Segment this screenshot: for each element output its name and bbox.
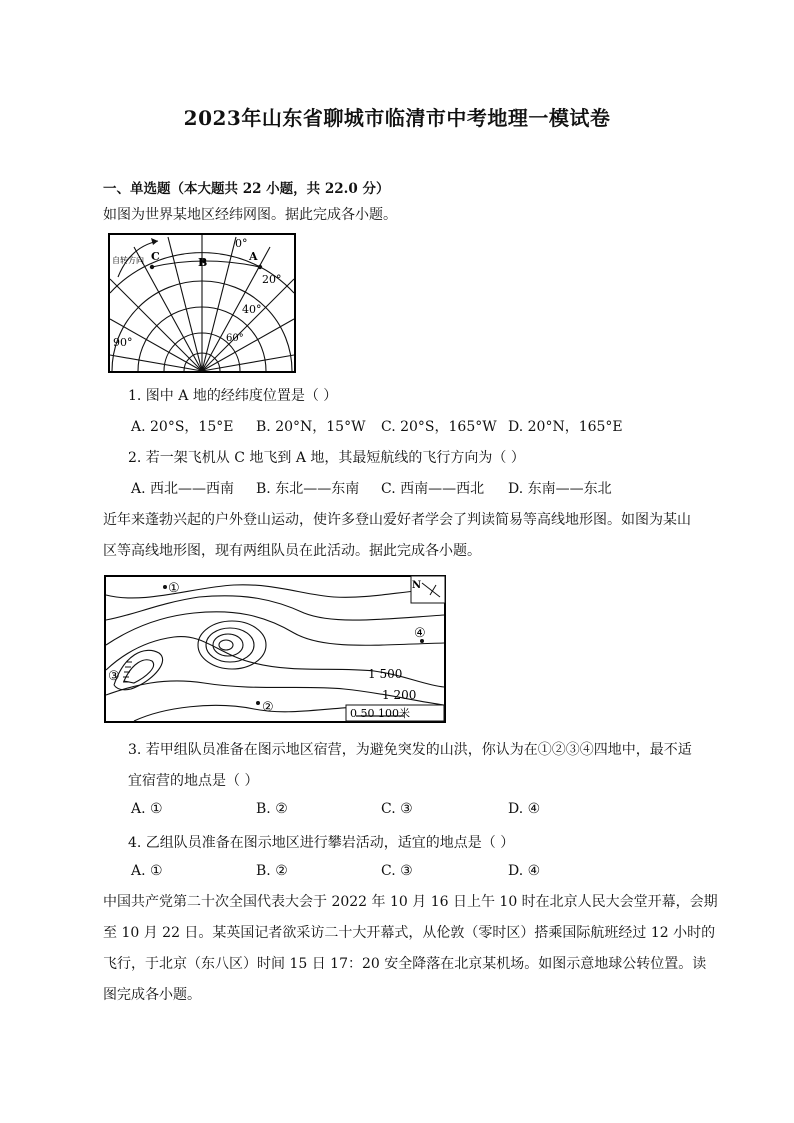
q3-option-d[interactable]: D. ④ <box>508 801 541 817</box>
section-heading: 一、单选题（本大题共 22 小题，共 22.0 分） <box>103 181 390 197</box>
point-1-marker <box>163 585 167 589</box>
point-c-marker <box>150 265 154 269</box>
q1-option-b[interactable]: B. 20°N，15°W <box>256 419 366 435</box>
group3-line4: 图完成各小题。 <box>103 987 201 1003</box>
label-lon0: 0° <box>235 237 248 250</box>
q4-option-c[interactable]: C. ③ <box>381 863 413 879</box>
q3-option-c[interactable]: C. ③ <box>381 801 413 817</box>
contour-label-1200: 1 200 <box>382 688 417 702</box>
q2-option-a[interactable]: A. 西北——西南 <box>131 481 235 497</box>
q4-option-a[interactable]: A. ① <box>131 863 163 879</box>
q1-option-a[interactable]: A. 20°S，15°E <box>131 419 234 435</box>
point-a-marker <box>258 265 262 269</box>
point-2-marker <box>256 701 260 705</box>
q1-option-c[interactable]: C. 20°S，165°W <box>381 419 497 435</box>
label-p4: ④ <box>414 626 426 641</box>
label-p1: ① <box>168 581 180 596</box>
label-p2: ② <box>262 700 274 715</box>
q4-option-b[interactable]: B. ② <box>256 863 288 879</box>
lat-lon-grid-figure <box>108 233 296 373</box>
q2-stem: 2. 若一架飞机从 C 地飞到 A 地，其最短航线的飞行方向为（ ） <box>128 450 525 466</box>
q4-option-d[interactable]: D. ④ <box>508 863 541 879</box>
q4-stem: 4. 乙组队员准备在图示地区进行攀岩活动，适宜的地点是（ ） <box>128 835 515 851</box>
q3-option-a[interactable]: A. ① <box>131 801 163 817</box>
group2-intro-line1: 近年来蓬勃兴起的户外登山运动，使许多登山爱好者学会了判读简易等高线地形图。如图为某山 <box>103 512 691 528</box>
north-label: N <box>412 580 422 591</box>
q3-stem-line1: 3. 若甲组队员准备在图示地区宿营，为避免突发的山洪，你认为在①②③④四地中，最不适 <box>128 742 692 758</box>
q3-option-b[interactable]: B. ② <box>256 801 288 817</box>
q1-stem: 1. 图中 A 地的经纬度位置是（ ） <box>128 388 338 404</box>
label-c: C <box>151 250 160 263</box>
q2-option-b[interactable]: B. 东北——东南 <box>256 481 360 497</box>
q2-option-d[interactable]: D. 东南——东北 <box>508 481 612 497</box>
label-b: B <box>198 256 208 269</box>
rotation-label: 自转方向 <box>112 256 144 265</box>
label-lat20: 20° <box>262 273 282 286</box>
group3-line3: 飞行，于北京（东八区）时间 15 日 17：20 安全降落在北京某机场。如图示意地球公转位置。读 <box>103 956 707 972</box>
q3-stem-line2: 宜宿营的地点是（ ） <box>128 773 259 789</box>
group2-intro-line2: 区等高线地形图，现有两组队员在此活动。据此完成各小题。 <box>103 543 481 559</box>
group3-line1: 中国共产党第二十次全国代表大会于 2022 年 10 月 16 日上午 10 时在北京人民大会堂开幕，会期 <box>103 894 718 910</box>
label-a: A <box>249 250 258 263</box>
contour-label-1500: 1 500 <box>368 667 403 681</box>
contour-map-figure <box>104 575 446 723</box>
label-p3: ③ <box>108 669 120 684</box>
label-lat60: 60° <box>226 333 244 344</box>
q1-option-d[interactable]: D. 20°N，165°E <box>508 419 623 435</box>
label-lon90: 90° <box>113 336 133 349</box>
label-lat40: 40° <box>242 303 262 316</box>
q2-option-c[interactable]: C. 西南——西北 <box>381 481 485 497</box>
group1-intro: 如图为世界某地区经纬网图。据此完成各小题。 <box>103 207 397 223</box>
scale-label: 0 50 100米 <box>350 707 410 720</box>
group3-line2: 至 10 月 22 日。某英国记者欲采访二十大开幕式，从伦敦（零时区）搭乘国际航班经过 12 小时的 <box>103 925 716 941</box>
page-title: 2023年山东省聊城市临清市中考地理一模试卷 <box>183 106 611 130</box>
